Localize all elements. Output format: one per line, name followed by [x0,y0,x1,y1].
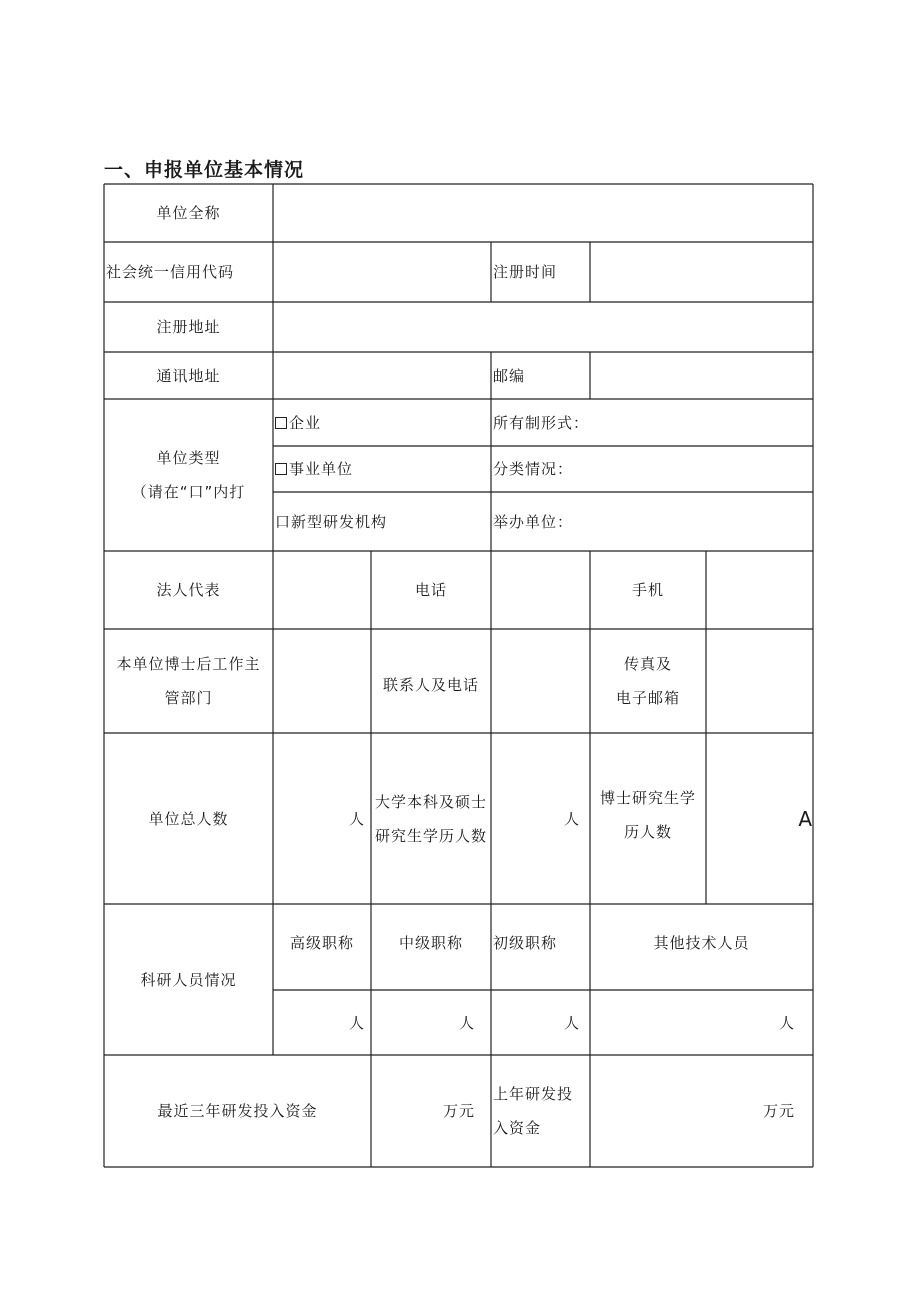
mid-title-field[interactable]: 人 [458,1013,475,1032]
mobile-field[interactable] [706,551,813,629]
register-address-field[interactable] [273,302,813,352]
checkbox-institution[interactable] [275,463,287,475]
mail-address-label: 通讯地址 [156,366,221,385]
fax-email-field[interactable] [706,629,813,733]
junior-title-field[interactable]: 人 [563,1013,580,1032]
unit-type-label-line2: （请在“口”内打 [131,483,246,501]
phd-label [590,733,706,904]
mobile-label: 手机 [631,581,664,599]
rd-3yr-field[interactable]: 万元 [442,1102,475,1120]
credit-code-field[interactable] [273,242,491,302]
unit-type-option-rd-institute[interactable] [273,492,491,551]
total-staff-field[interactable]: 人 [348,809,365,828]
classification-field[interactable]: 分类情况： [493,460,574,478]
postcode-field[interactable] [590,352,813,399]
senior-title-label: 高级职称 [289,934,354,952]
rd-3yr-label: 最近三年研发投入资金 [157,1102,318,1120]
credit-code-label: 社会统一信用代码 [106,263,235,281]
phone-label: 电话 [414,581,447,599]
fax-email-label [590,629,706,733]
postcode-label: 邮编 [493,366,526,385]
bachelor-master-label-line1: 大学本科及硕士 [374,792,487,811]
checkbox-enterprise[interactable] [275,417,287,429]
mail-address-field[interactable] [273,352,491,399]
phd-field[interactable]: A [798,806,812,831]
rd-last-year-label [491,1055,590,1167]
unit-full-name-field[interactable] [273,184,813,242]
unit-type-option-label: 企业 [289,413,322,432]
unit-type-option-label: 事业单位 [289,460,354,478]
contact-label: 联系人及电话 [382,676,479,694]
phd-label-line2: 历人数 [623,822,672,841]
mid-title-label: 中级职称 [398,934,463,952]
total-staff-label: 单位总人数 [148,809,229,828]
other-tech-field[interactable]: 人 [778,1013,795,1032]
other-tech-label: 其他技术人员 [653,934,750,952]
unit-type-option-enterprise[interactable] [273,399,491,446]
rd-last-year-field[interactable]: 万元 [762,1102,795,1120]
register-time-field[interactable] [590,242,813,302]
bachelor-master-label-line2: 研究生学历人数 [374,826,487,845]
bachelor-master-label [371,733,491,904]
legal-rep-field[interactable] [273,551,371,629]
fax-email-label-line2: 电子邮箱 [615,689,680,707]
phone-field[interactable] [491,551,590,629]
postdoc-dept-label-line2: 管部门 [164,689,213,707]
senior-title-field[interactable]: 人 [348,1013,365,1032]
junior-title-label: 初级职称 [493,934,558,952]
phd-label-line1: 博士研究生学 [599,788,696,807]
rd-last-year-label-line1: 上年研发投 [493,1085,574,1103]
checkbox-rd-institute[interactable]: 口 [275,512,292,531]
bachelor-master-field[interactable]: 人 [563,809,580,828]
postdoc-dept-field[interactable] [273,629,371,733]
postdoc-dept-label-line1: 本单位博士后工作主 [116,655,261,673]
register-address-label: 注册地址 [156,318,221,336]
sponsor-unit-field[interactable]: 举办单位： [493,512,574,531]
unit-full-name-label: 单位全称 [156,204,221,222]
unit-type-option-institution[interactable] [273,446,491,492]
fax-email-label-line1: 传真及 [623,655,672,673]
rd-last-year-label-line2: 入资金 [493,1119,542,1137]
unit-type-label [104,399,273,551]
unit-type-label-line1: 单位类型 [156,449,221,467]
section-title: 一、申报单位基本情况 [104,159,305,181]
register-time-label: 注册时间 [493,263,558,281]
researchers-label: 科研人员情况 [140,970,237,989]
legal-rep-label: 法人代表 [156,581,221,599]
ownership-form-field[interactable]: 所有制形式： [493,413,590,432]
contact-field[interactable] [491,629,590,733]
postdoc-dept-label [104,629,273,733]
unit-type-option-label: 新型研发机构 [291,512,388,531]
